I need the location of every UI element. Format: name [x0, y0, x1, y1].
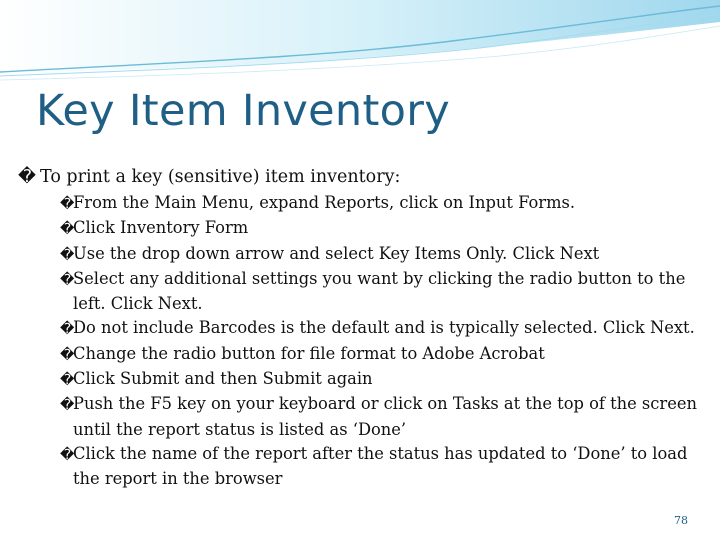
list-item — [60, 367, 708, 392]
list-item — [60, 316, 708, 341]
list-item — [60, 342, 708, 367]
slide-content — [18, 164, 708, 492]
list-item-text: Click the name of the report after the status has updated to ‘Done’ to load the report in the browser — [73, 443, 688, 489]
bullet-icon: � — [60, 271, 75, 288]
list-item — [60, 242, 708, 267]
list-item-text: Change the radio button for file format to Adobe Acrobat — [73, 343, 545, 363]
lead-text: To print a key (sensitive) item inventory: — [40, 167, 401, 187]
lead-bullet-icon: � — [18, 167, 36, 187]
bullet-icon: � — [60, 397, 75, 414]
slide-title: Key Item Inventory — [36, 86, 450, 136]
list-item — [60, 216, 708, 241]
bullet-icon: � — [60, 246, 75, 263]
page-number: 78 — [674, 514, 688, 527]
bullet-icon: � — [60, 321, 75, 338]
bullet-icon: � — [60, 196, 75, 212]
list-item-text: Click Inventory Form — [73, 218, 249, 238]
list-item-text: Do not include Barcodes is the default and is typically selected. Click Next. — [73, 318, 695, 338]
lead-bullet-item — [18, 164, 708, 190]
list-item-text: From the Main Menu, expand Reports, click on Input Forms. — [73, 193, 576, 212]
list-item-text: Use the drop down arrow and select Key Items Only. Click Next — [73, 243, 600, 263]
bullet-icon: � — [60, 446, 75, 463]
list-item-text: Click Submit and then Submit again — [73, 369, 373, 389]
list-item — [60, 267, 708, 317]
list-item-text: Push the F5 key on your keyboard or click on Tasks at the top of the screen until the report status is listed as ‘Done’ — [73, 394, 697, 439]
instruction-list — [18, 191, 708, 492]
header-wave-decoration — [0, 0, 720, 100]
list-item — [60, 191, 708, 216]
list-item — [60, 442, 708, 492]
bullet-icon: � — [60, 221, 75, 238]
list-item-text: Select any additional settings you want by clicking the radio button to the left. Click Next. — [73, 268, 686, 314]
bullet-icon: � — [60, 346, 75, 363]
bullet-icon: � — [60, 372, 75, 389]
list-item — [60, 392, 708, 442]
